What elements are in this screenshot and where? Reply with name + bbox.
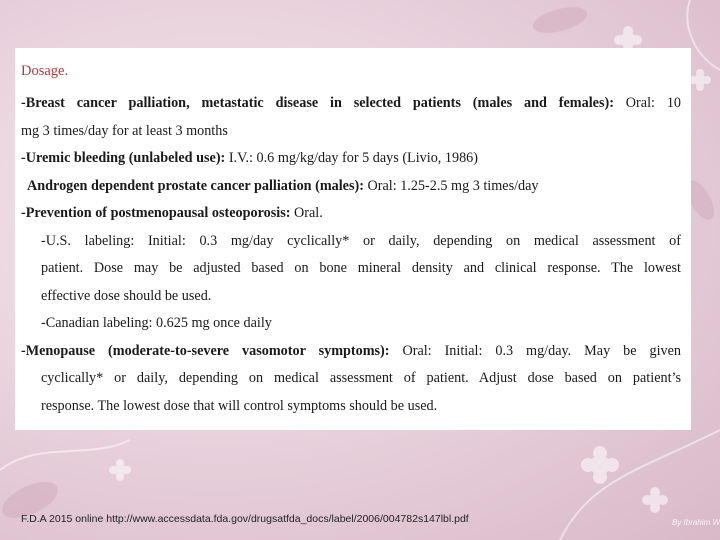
dose-osteoporosis: Oral. <box>290 205 323 221</box>
author-watermark: By Ibrahim W <box>672 518 720 527</box>
indication-prostate-cancer: Androgen dependent prostate cancer palliation (males): <box>27 177 364 194</box>
indication-uremic-bleeding: -Uremic bleeding (unlabeled use): <box>21 150 226 166</box>
indication-menopause: -Menopause (moderate-to-severe vasomotor symptoms): <box>21 342 390 359</box>
dosage-line-menopause <box>21 338 681 366</box>
dosage-line-us-labeling: -U.S. labeling: Initial: 0.3 mg/day cyclically* or daily, depending on medical assessment of <box>41 232 681 249</box>
dosage-line-us-labeling-end: effective dose should be used. <box>41 287 212 304</box>
dosage-line-prostate-cancer <box>21 173 681 201</box>
dose-breast-cancer: Oral: 10 <box>613 95 681 111</box>
dosage-line-us-labeling-cont: patient. Dose may be adjusted based on bone mineral density and clinical response. The lowest <box>41 260 681 276</box>
content-card <box>15 48 691 430</box>
indication-breast-cancer: -Breast cancer palliation, metastatic disease in selected patients (males and females): <box>21 95 614 111</box>
dosage-line-breast-cancer-cont: mg 3 times/day for at least 3 months <box>21 122 228 139</box>
dosage-line-uremic-bleeding <box>21 145 681 173</box>
dosage-line-osteoporosis <box>21 200 681 228</box>
dose-prostate-cancer: Oral: 1.25-2.5 mg 3 times/day <box>363 177 539 194</box>
dosage-line-breast-cancer <box>21 90 681 118</box>
indication-osteoporosis: -Prevention of postmenopausal osteoporosis: <box>21 205 291 221</box>
dosage-line-menopause-end: response. The lowest dose that will control symptoms should be used. <box>41 397 438 414</box>
dose-menopause: Oral: Initial: 0.3 mg/day. May be given <box>389 342 681 359</box>
dosage-line-canadian-labeling: -Canadian labeling: 0.625 mg once daily <box>41 315 272 331</box>
dose-uremic-bleeding: I.V.: 0.6 mg/kg/day for 5 days (Livio, 1986) <box>225 150 478 166</box>
slide-heading: Dosage. <box>21 63 69 79</box>
dosage-line-menopause-cont: cyclically* or daily, depending on medical assessment of patient. Adjust dose based on patient’s <box>41 370 681 386</box>
source-citation: F.D.A 2015 online http://www.accessdata.fda.gov/drugsatfda_docs/label/2006/004782s147lbl.pdf <box>21 513 469 525</box>
